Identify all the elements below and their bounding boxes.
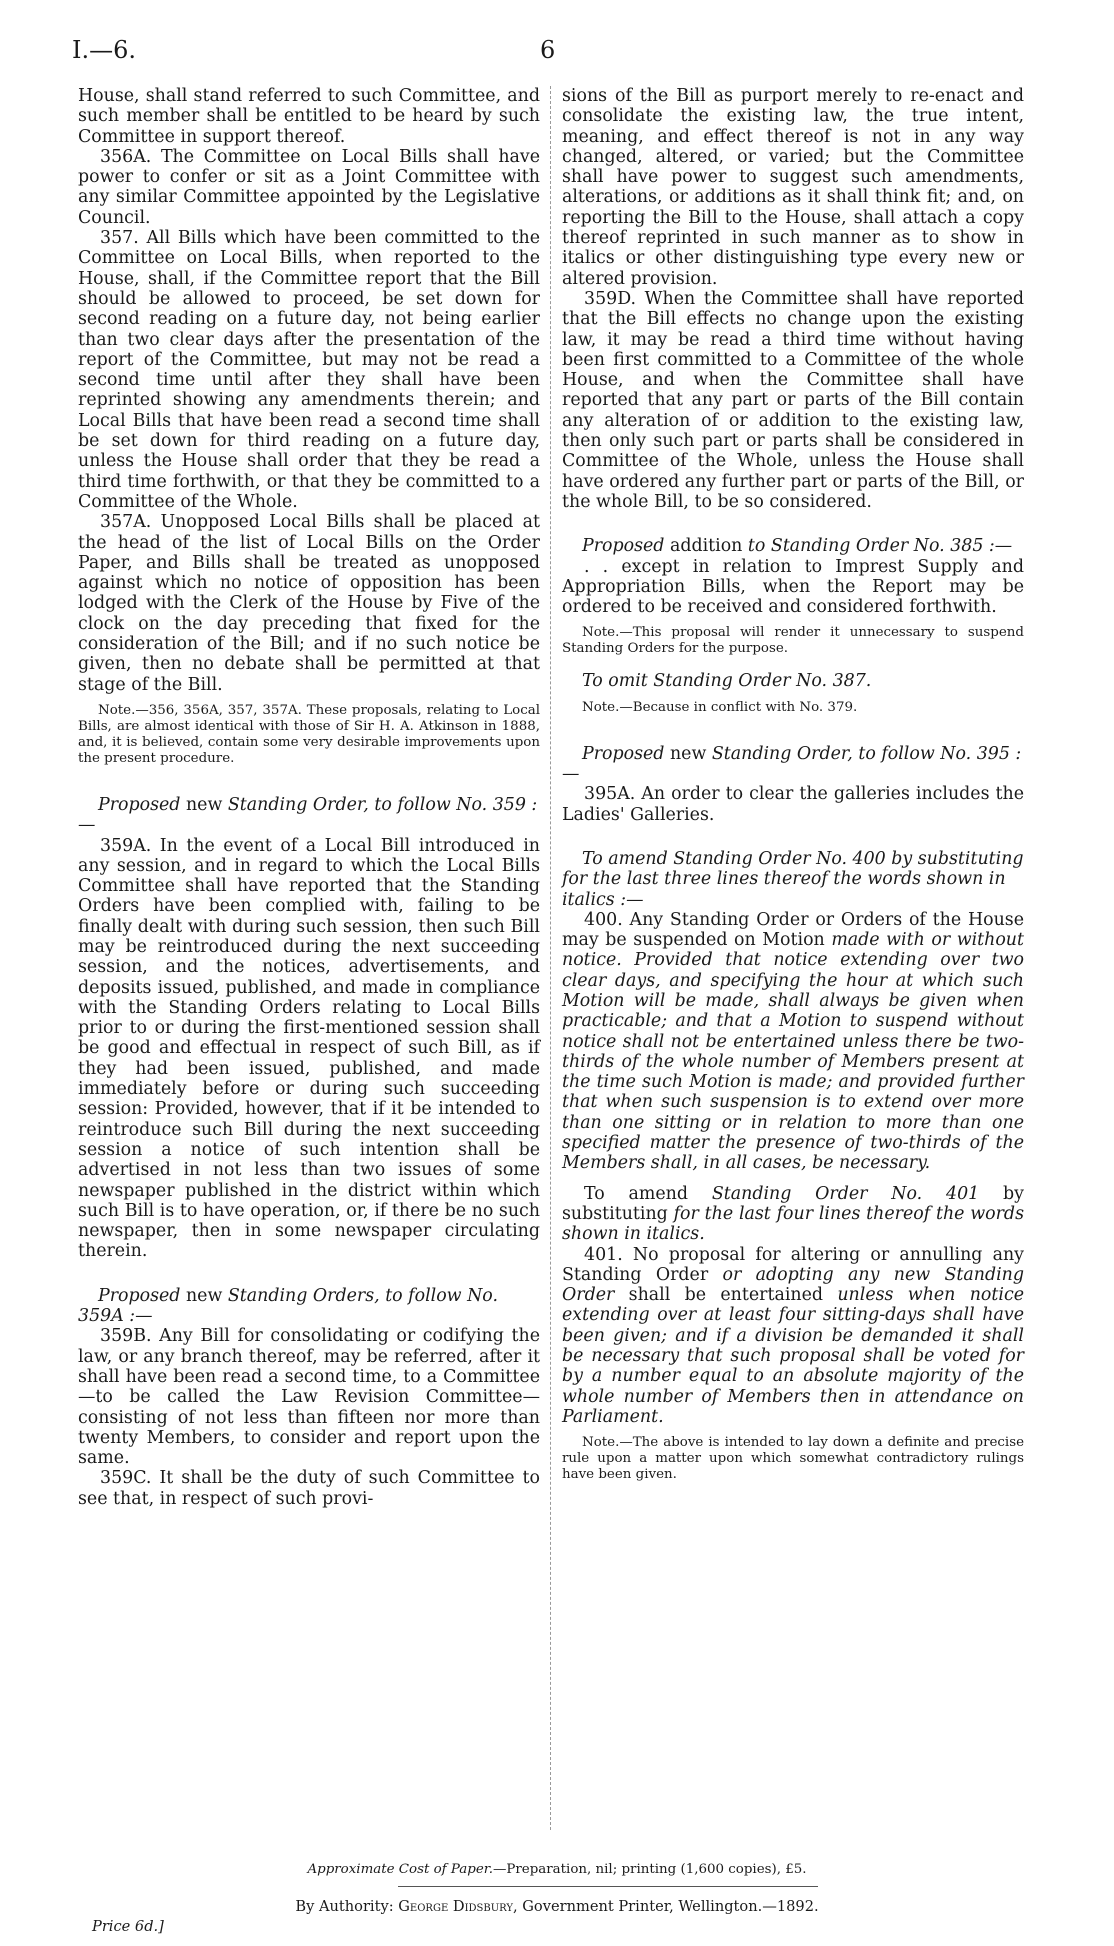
note-conflict: Note.—Because in conflict with No. 379. <box>582 699 858 715</box>
note-definite-rule: Note.—The above is intended to lay down a definite and precise rule upon a matter upon which somewhat contradictory rulings have been given. <box>562 1435 1024 1483</box>
price-label: Price 6d.] <box>92 1918 164 1935</box>
heading-proposed-359a: Proposed new Standing Order, to follow No. 359 :— <box>78 794 538 836</box>
order-359d: 359D. When the Committee shall have reported that the Bill effects no change upon the existing law, it may be read a third time without having been first committed to a Committee of the whole House, and when the Committee shall have reported that any part or parts of the Bill contain any alteration of or addition to the existing law, then only such part or parts shall be considered in Committee of the Whole, unless the House shall have ordered any further part or parts of the Bill, or the whole Bill, to be so considered. <box>562 288 1024 512</box>
printer-name: George Didsbury <box>398 1898 513 1915</box>
page-header <box>62 28 1052 68</box>
left-column <box>78 86 540 1509</box>
authority-line: By Authority: George Didsbury, Government Printer, Wellington.—1892. <box>295 1898 819 1915</box>
right-column <box>562 86 1024 1487</box>
order-401: 401. No proposal for altering or annulling any Standing Order or adopting any new Standing Order shall be entertained unless when notice extending over at least four sitting-days shall have been given; and if a division be demanded it shall be necessary that such proposal shall be voted for by a number equal to an absolute majority of the whole number of Members then in attendance on Parliament. <box>562 1244 1024 1427</box>
heading-proposed-359b: Proposed new Standing Orders, to follow No. 359A :— <box>78 1285 498 1327</box>
column-divider <box>550 86 552 1830</box>
order-359a: 359A. In the event of a Local Bill introduced in any session, and in regard to which the Local Bills Committee shall have reported that the Standing Orders have been complied with, failing to be finally dealt with during such session, then such Bill may be reintroduced during the next succeeding session, and the notices, advertisements, and deposits issued, published, and made in compliance with the Standing Orders relating to Local Bills prior to or during the first-mentioned session shall be good and effectual in respect of such Bill, as if they had been issued, published, and made immediately before or during such succeeding session: Provided, however, that if it be intended to reintroduce such Bill during the next succeeding session a notice of such intention shall be advertised in not less than two issues of some newspaper published in the district within which such Bill is to have operation, or, if there be no such newspaper, then in some newspaper circulating therein. <box>78 835 540 1262</box>
order-357a: 357A. Unopposed Local Bills shall be placed at the head of the list of Local Bills on the Order Paper, and Bills shall be treated as unopposed against which no notice of opposition has been lodged with the Clerk of the House by Five of the clock on the day preceding that fixed for the consideration of the Bill; and if no such notice be given, then no debate shall be permitted at that stage of the Bill. <box>78 512 540 695</box>
note-local-bills: Note.—356, 356A, 357, 357A. These proposals, relating to Local Bills, are almost identical with those of Sir H. A. Atkinson in 1888, and, it is believed, contain some very desirable improvements upon the present procedure. <box>78 702 540 766</box>
paragraph-continuation: House, shall stand referred to such Committee, and such member shall be entitled to be heard by such Committee in support thereof. <box>78 86 540 147</box>
text-columns <box>78 86 1024 1830</box>
note-imprest: Note.—This proposal will render it unnecessary to suspend Standing Orders for the purpose. <box>562 625 1024 657</box>
order-359b: 359B. Any Bill for consolidating or codifying the law, or any branch thereof, may be referred, after it shall have been read a second time, to a Committee—to be called the Law Revision Committee—consisting of not less than fifteen nor more than twenty Members, to consider and report upon the same. <box>78 1326 540 1469</box>
cost-line: Approximate Cost of Paper.—Preparation, nil; printing (1,600 copies), £5. <box>307 1862 807 1877</box>
heading-amend-400: To amend Standing Order No. 400 by substituting for the last three lines thereof the words shown in italics :— <box>562 848 1024 910</box>
document-reference: I.—6. <box>72 36 137 64</box>
heading-proposed-395a: Proposed new Standing Order, to follow No. 395 :— <box>562 743 1022 785</box>
order-357: 357. All Bills which have been committed to the Committee on Local Bills, when reported to the House, shall, if the Committee report that the Bill should be allowed to proceed, be set down for second reading on a future day, not being earlier than two clear days after the presentation of the report of the Committee, but may not be read a second time until after they shall have been reprinted showing any amendments therein; and Local Bills that have been read a second time shall be set down for third reading on a future day, unless the House shall order that they be read a third time forthwith, or that they be committed to a Committee of the Whole. <box>78 228 540 512</box>
heading-addition-385: Proposed addition to Standing Order No. 385 :— <box>582 536 1013 557</box>
order-359c: 359C. It shall be the duty of such Committee to see that, in respect of such provi- <box>78 1468 540 1509</box>
heading-omit-387: To omit Standing Order No. 387. <box>582 671 872 692</box>
order-356a: 356A. The Committee on Local Bills shall have power to confer or sit as a Joint Committee with any similar Committee appointed by the Legislative Council. <box>78 146 540 228</box>
addition-385-text: . . except in relation to Imprest Supply and Appropriation Bills, when the Report may be ordered to be received and considered forthwith. <box>562 556 1024 618</box>
page-number: 6 <box>540 36 556 64</box>
order-400: 400. Any Standing Order or Orders of the House may be suspended on Motion made with or without notice. Provided that notice extending over two clear days, and specifying the hour at which such Motion will be made, shall always be given when practicable; and that a Motion to suspend without notice shall not be entertained unless there be two-thirds of the whole number of Members present at the time such Motion is made; and provided further that when such suspension is to extend over more than one sitting or in relation to more than one specified matter the presence of two-thirds of the Members shall, in all cases, be necessary. <box>562 909 1024 1174</box>
paragraph-continuation-right: sions of the Bill as purport merely to re-enact and consolidate the existing law, the true intent, meaning, and effect thereof is not in any way changed, altered, or varied; but the Committee shall have power to suggest such amendments, alterations, or additions as it shall think fit; and, on reporting the Bill to the House, shall attach a copy thereof reprinted in such manner as to show in italics or other distinguishing type every new or altered provision. <box>562 86 1024 289</box>
heading-amend-401: To amend Standing Order No. 401 by substituting for the last four lines thereof the words shown in italics. <box>562 1183 1024 1245</box>
footer-rule <box>398 1886 818 1887</box>
order-395a: 395A. An order to clear the galleries includes the Ladies' Galleries. <box>562 784 1024 825</box>
